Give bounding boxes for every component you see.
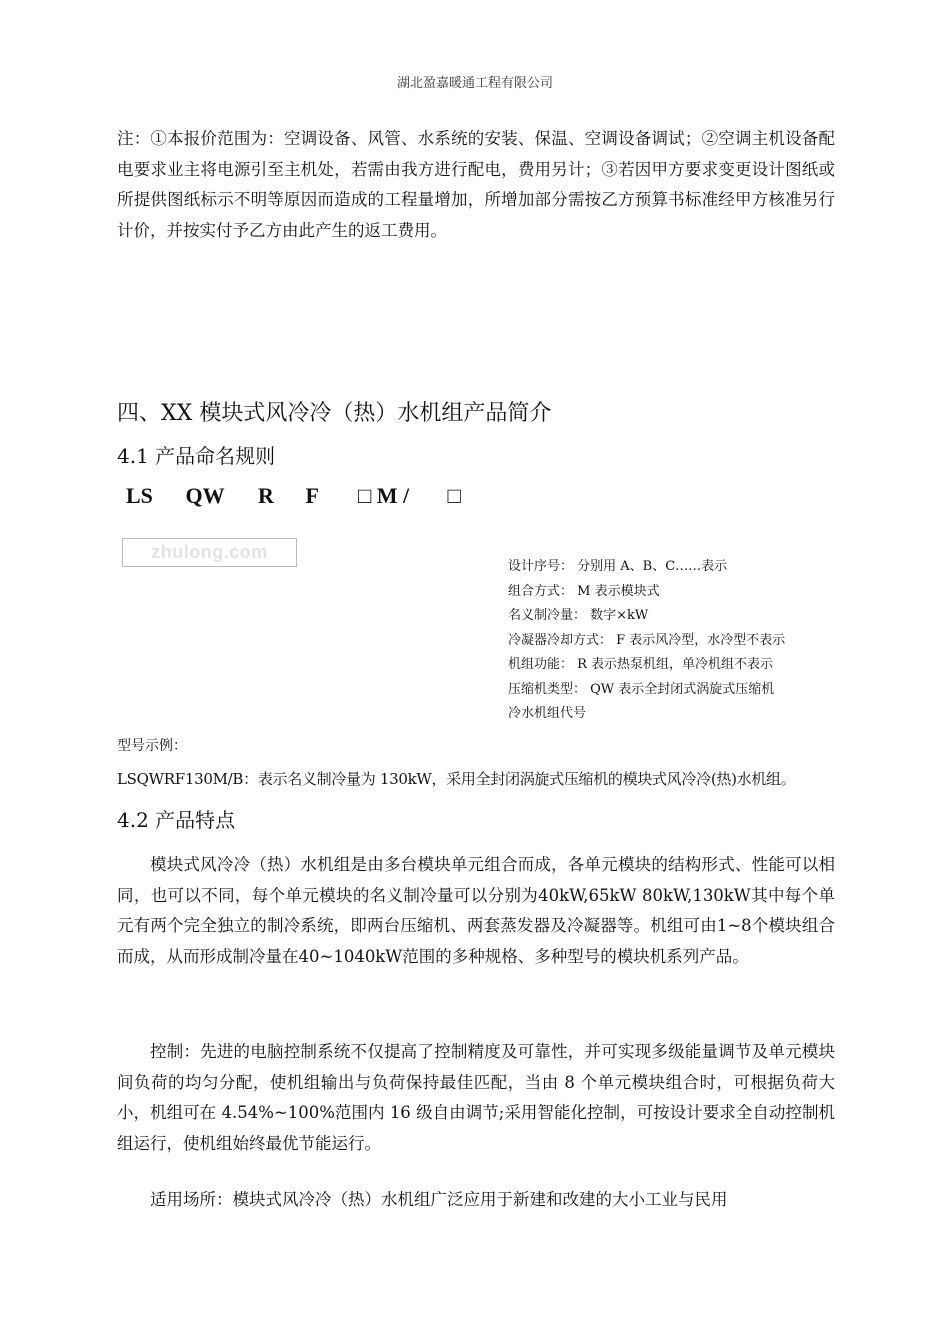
section-heading: 四、XX 模块式风冷冷（热）水机组产品简介 — [117, 401, 552, 426]
code-part-m: □ M / — [358, 483, 410, 508]
example-label: 型号示例： — [117, 738, 187, 754]
legend-item: 名义制冷量： 数字×kW — [508, 608, 649, 623]
features-paragraph: 模块式风冷冷（热）水机组是由多台模块单元组合而成，各单元模块的结构形式、性能可以相同，也可以不同，每个单元模块的名义制冷量可以分别为40kW,65kW 80kW,130kW其中每个单元有两个完全独立的制冷系统，即两台压缩机、两套蒸发器及冷凝器等。机组可由1~8个模块组合而成，从而形成制冷量在40~1040kW范围的多种规格、多种型号的模块机系列产品。 — [117, 855, 835, 966]
model-code — [126, 483, 461, 509]
legend-item: 冷凝器冷却方式： F 表示风冷型，水冷型不表示 — [508, 632, 786, 648]
page-header: 湖北盈嘉暖通工程有限公司 — [396, 76, 553, 91]
code-part-r: R — [258, 483, 274, 508]
legend-item: 组合方式： M 表示模块式 — [508, 583, 660, 599]
code-part-design: □ — [447, 483, 461, 508]
note-paragraph: 注：①本报价范围为：空调设备、风管、水系统的安装、保温、空调设备调试；②空调主机设备配电要求业主将电源引至主机处，若需由我方进行配电，费用另计；③若因甲方要求变更设计图纸或所提供图纸标示不明等原因而造成的工程量增加，所增加部分需按乙方预算书标准经甲方核准另行计价，并按实付予乙方由此产生的返工费用。 — [117, 129, 835, 240]
example-text: LSQWRF130M/B：表示名义制冷量为 130kW，采用全封闭涡旋式压缩机的模块式风冷冷(热)水机组。 — [117, 770, 796, 788]
code-part-ls: LS — [126, 483, 153, 508]
legend-item: 机组功能： R 表示热泵机组，单冷机组不表示 — [508, 657, 774, 672]
legend-item: 压缩机类型： QW 表示全封闭式涡旋式压缩机 — [508, 681, 775, 697]
code-part-qw: QW — [185, 483, 225, 508]
subsection-heading-features: 4.2 产品特点 — [117, 808, 236, 832]
naming-legend — [508, 555, 785, 727]
code-part-f: F — [305, 483, 319, 508]
watermark-logo: zhulong.com — [122, 538, 297, 567]
subsection-heading-naming: 4.1 产品命名规则 — [117, 444, 276, 468]
legend-item: 冷水机组代号 — [508, 706, 587, 721]
control-paragraph: 控制：先进的电脑控制系统不仅提高了控制精度及可靠性，并可实现多级能量调节及单元模块间负荷的均匀分配，使机组输出与负荷保持最佳匹配，当由 8 个单元模块组合时，可根据负荷大小，机组可在 4.54%~100%范围内 16 级自由调节;采用智能化控制，可按设计要求全自动控制机组运行，使机组始终最优节能运行。 — [117, 1042, 835, 1153]
application-paragraph: 适用场所：模块式风冷冷（热）水机组广泛应用于新建和改建的大小工业与民用 — [150, 1190, 728, 1209]
legend-item: 设计序号： 分别用 A、B、C……表示 — [508, 559, 728, 574]
